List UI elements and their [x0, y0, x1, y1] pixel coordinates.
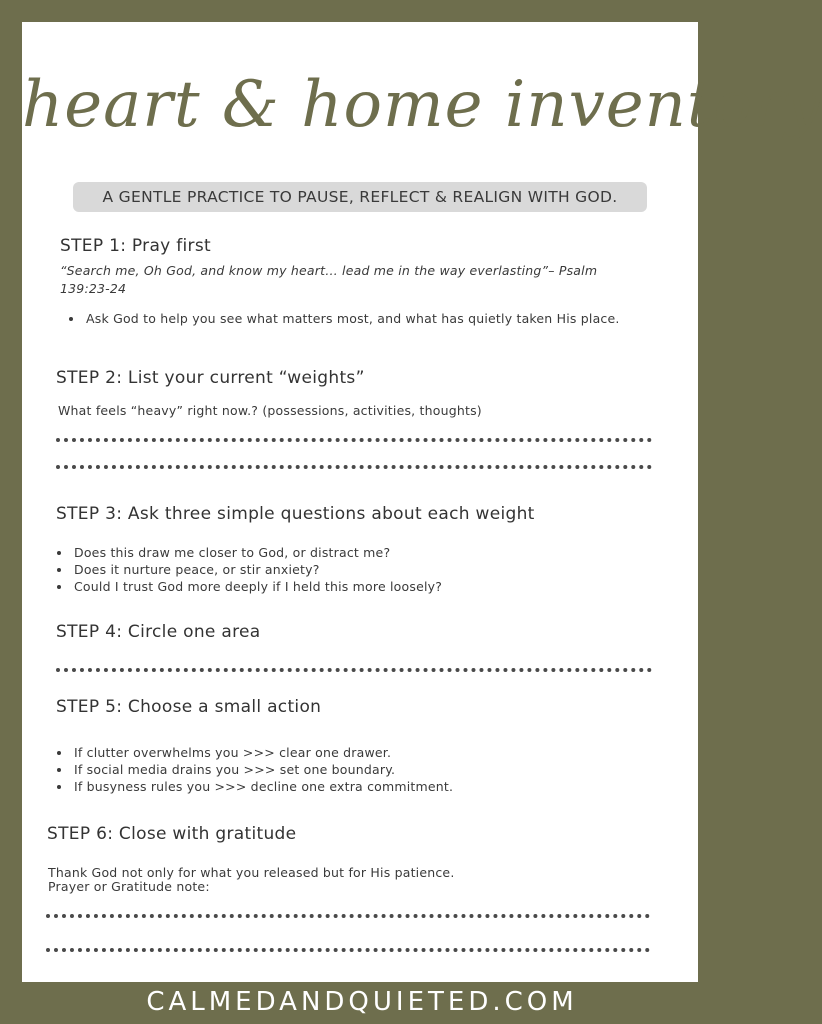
worksheet-page	[22, 22, 822, 982]
step5-bullet-list	[54, 744, 662, 795]
step3-heading: STEP 3: Ask three simple questions about each weight	[56, 504, 535, 524]
writing-line[interactable]	[56, 438, 652, 442]
subtitle-banner: A GENTLE PRACTICE TO PAUSE, REFLECT & REALIGN WITH GOD.	[73, 182, 647, 212]
step3-bullet-list	[54, 544, 662, 595]
step5-heading: STEP 5: Choose a small action	[56, 697, 322, 717]
step6-text: Thank God not only for what you released but for His patience.	[48, 865, 455, 880]
page-title: heart & home inventory	[22, 68, 822, 142]
gratitude-note-label: Prayer or Gratitude note:	[48, 879, 210, 894]
step1-heading: STEP 1: Pray first	[60, 236, 211, 256]
list-item: • Does this draw me closer to God, or distract me?	[72, 544, 662, 561]
step2-prompt: What feels “heavy” right now.? (possessions, activities, thoughts)	[58, 403, 482, 418]
list-item: • If clutter overwhelms you >>> clear one drawer.	[72, 744, 662, 761]
step1-quote: “Search me, Oh God, and know my heart… lead me in the way everlasting”– Psalm 139:23-24	[60, 263, 598, 296]
list-item: • Could I trust God more deeply if I held this more loosely?	[72, 578, 662, 595]
writing-line[interactable]	[46, 914, 650, 918]
list-item: • If social media drains you >>> set one boundary.	[72, 761, 662, 778]
writing-line[interactable]	[46, 948, 650, 952]
writing-line[interactable]	[56, 668, 652, 672]
footer-website: CALMEDANDQUIETED.COM	[146, 987, 578, 1017]
step4-heading: STEP 4: Circle one area	[56, 622, 261, 642]
step1-bullet-list	[66, 310, 644, 327]
list-item: • If busyness rules you >>> decline one extra commitment.	[72, 778, 662, 795]
step6-heading: STEP 6: Close with gratitude	[47, 824, 297, 844]
list-item: • Ask God to help you see what matters most, and what has quietly taken His place.	[84, 310, 644, 327]
writing-line[interactable]	[56, 465, 652, 469]
step2-heading: STEP 2: List your current “weights”	[56, 368, 365, 388]
list-item: • Does it nurture peace, or stir anxiety?	[72, 561, 662, 578]
